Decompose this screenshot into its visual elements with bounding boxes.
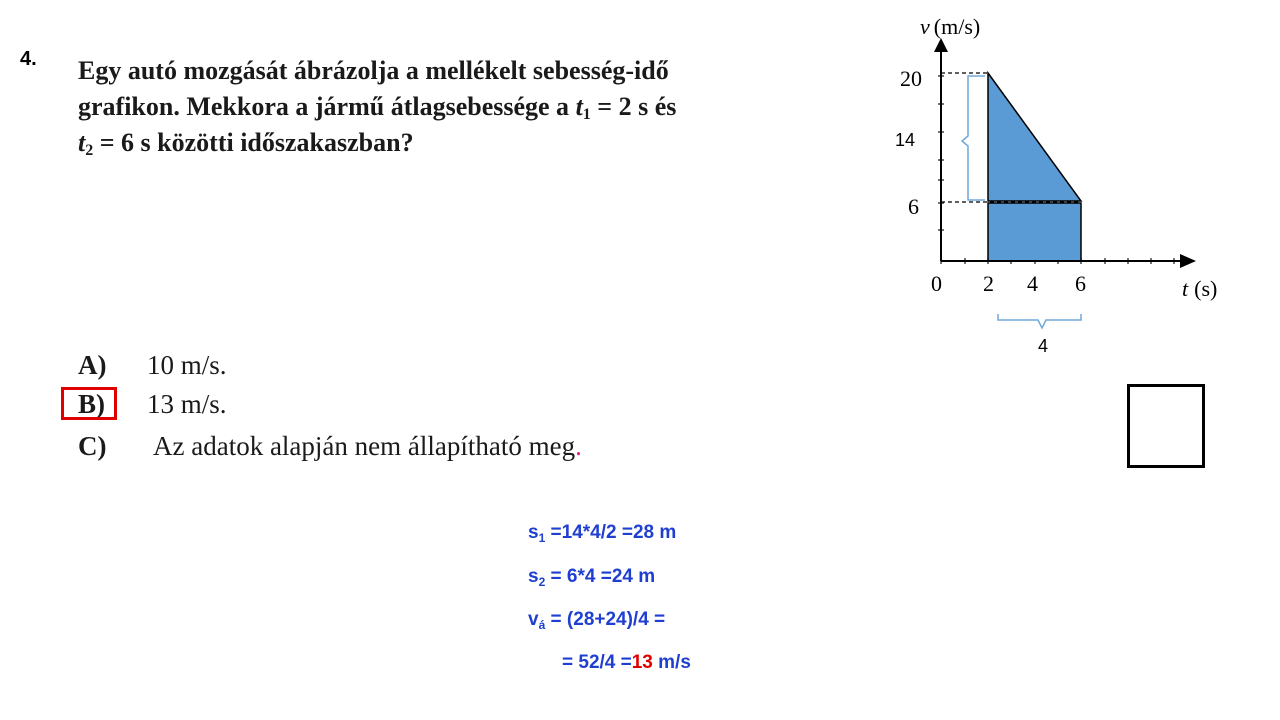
option-a-text: 10 m/s. [147,350,227,380]
brace-label-4: 4 [1038,336,1049,356]
solution-average-velocity: $v_á = (28+24)/4$ = [528,609,666,632]
brace-horizontal [998,314,1081,328]
x-axis-arrow [1180,254,1196,268]
brace-label-14: 14 [895,130,916,150]
option-c[interactable] [78,431,582,462]
question-line-3: $t_2 = 6$ s közötti időszakaszban? [78,128,414,159]
triangle-area [988,73,1081,201]
question-text [78,53,838,161]
option-a-letter: A) [78,350,107,380]
option-b-letter: B) [78,389,105,419]
option-c-text: Az adatok alapján nem állapítható meg. [153,431,582,461]
question-number: 4. [20,48,37,70]
solution-final-value: 13 [631,652,653,673]
question-line-2: grafikon. Mekkora a jármű átlagsebessége a $t_1 = 2$ s és [78,92,677,123]
x-tick-4: 4 [1027,271,1038,296]
solution-final: = 52/4 =13 m/s [562,652,691,673]
option-a[interactable] [78,350,227,381]
y-axis-title: v (m/s) [920,14,981,39]
solution-s1: $s_1 =14*4/2 =28$ m [528,522,677,545]
y-tick-6: 6 [908,194,919,219]
option-b-text: 13 m/s. [147,389,227,419]
y-tick-20: 20 [900,66,922,91]
x-tick-6: 6 [1075,271,1086,296]
x-tick-0: 0 [931,271,942,296]
brace-vertical [962,76,985,200]
selected-answer-highlight [61,387,117,420]
option-c-letter: C) [78,431,107,461]
y-axis-arrow [934,38,948,52]
x-axis-title: t (s) [1182,276,1218,301]
solution-s2: $s_2 = 6*4 =24$ m [528,566,656,589]
x-tick-2: 2 [983,271,994,296]
question-line-1: Egy autó mozgását ábrázolja a mellékelt sebesség-idő [78,56,669,85]
velocity-time-graph [880,0,1260,370]
answer-box[interactable] [1127,384,1205,468]
rectangle-area [988,203,1081,261]
